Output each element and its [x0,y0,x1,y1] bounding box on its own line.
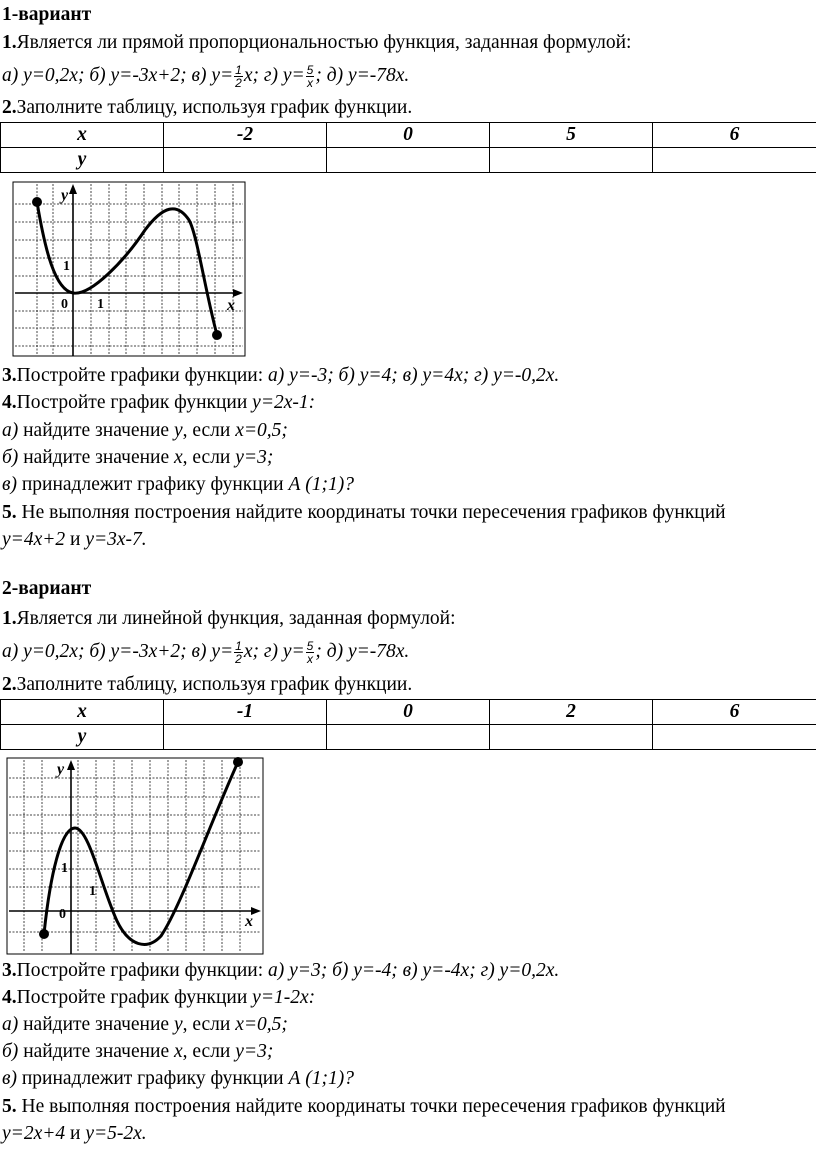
v2-task5-formulas [2,1123,147,1145]
v2-task4a-var: y [173,1014,183,1035]
v1-formulas-b: x; г) y= [243,64,305,86]
v1-x-label: x [227,297,235,314]
v1-task2-text: Заполните таблицу, используя график функции. [16,97,413,118]
v2-origin-label: 0 [59,907,66,922]
v1-graph-frame [13,182,245,356]
v2-table-cell: y [1,725,164,750]
v1-table-cell[interactable] [490,148,653,173]
v1-end-point [212,330,222,340]
v2-task4-num: 4. [2,987,17,1008]
v1-task4b [2,447,273,469]
v2-y-unit-label: 1 [61,861,68,876]
v1-table-row-x [1,123,816,148]
v2-frac-five-num: 5 [306,639,314,653]
v2-table-cell: 2 [490,700,653,725]
v1-task4a-var: y [173,420,183,441]
v1-table-row-y [1,148,816,173]
v2-task4b-label: б) [2,1041,19,1062]
v2-task4b [2,1041,273,1063]
v2-frac-half-num: 1 [235,639,242,653]
v2-table-cell[interactable] [164,725,327,750]
v2-table-cell: -1 [164,700,327,725]
v2-y-label: y [57,761,65,778]
v2-formulas-c: ; д) y=-78x. [315,640,410,662]
v1-frac-half-num: 1 [235,63,242,77]
v2-task4c-point: А (1;1)? [288,1068,354,1089]
v2-function-graph [5,756,267,956]
v1-task3-formula: а) y=-3; б) y=4; в) y=4x; г) y=-0,2x. [268,365,560,386]
v2-task2 [2,674,412,696]
v2-table-cell[interactable] [327,725,490,750]
v1-frac-five-den: x [307,76,314,90]
v2-table-row-x [1,700,816,725]
v1-task4-text: Постройте график функции [16,392,253,413]
v1-formulas-a: а) y=0,2x; б) y=-3x+2; в) y= [2,64,234,86]
v2-task3-formula: а) y=3; б) y=-4; в) y=-4x; г) y=0,2x. [268,960,560,981]
v2-task4-text: Постройте график функции [16,987,253,1008]
v2-task4 [2,987,315,1009]
v2-task3-num: 3. [2,960,17,981]
v1-table-cell: -2 [164,123,327,148]
v1-task4b-text1: найдите значение [18,447,174,468]
v2-fraction-five [306,640,315,665]
v1-task4a [2,420,288,442]
v1-table-cell: 6 [653,123,816,148]
v1-table-cell: 5 [490,123,653,148]
v2-task2-num: 2. [2,674,17,695]
v1-heading: 1-вариант [2,4,92,25]
v1-value-table [0,122,816,173]
v1-task4c-point: А (1;1)? [288,474,354,495]
v1-x-unit-label: 1 [97,297,104,312]
v1-task4c [2,474,354,496]
v1-table-cell[interactable] [327,148,490,173]
v1-task4a-label: а) [2,420,19,441]
v2-formulas [2,640,409,665]
v1-task4b-var: x [174,447,183,468]
v2-task4c-text1: принадлежит графику функции [16,1068,289,1089]
v1-task5-num: 5. [2,502,17,523]
v2-task1 [2,608,456,630]
v1-y-label: y [61,187,69,204]
v2-task4b-cond: y=3; [235,1041,274,1062]
v2-start-point [39,929,49,939]
v2-formulas-a: а) y=0,2x; б) y=-3x+2; в) y= [2,640,234,662]
v1-fraction-half [234,64,243,89]
v1-frac-five-num: 5 [306,63,314,77]
v1-task1 [2,32,631,54]
v1-task1-num: 1. [2,32,17,53]
v1-task5-f1: y=4x+2 [2,529,66,550]
v1-task5-f2: y=3x-7. [85,529,147,550]
v1-task1-text: Является ли прямой пропорциональностью функция, заданная формулой: [16,32,632,53]
v1-y-unit-label: 1 [63,259,70,274]
v2-table-cell: 6 [653,700,816,725]
v2-task5-and: и [65,1123,86,1144]
v2-task1-text: Является ли линейной функция, заданная формулой: [16,608,456,629]
v2-end-point [233,757,243,767]
v1-table-cell: x [1,123,164,148]
v1-formulas [2,64,409,89]
v1-task4 [2,392,315,414]
v2-task5-f2: y=5-2x. [85,1123,147,1144]
v2-x-label: x [245,913,253,930]
v1-table-cell[interactable] [653,148,816,173]
v1-task4a-cond: x=0,5; [235,420,288,441]
v2-frac-five-den: x [307,652,314,666]
v2-task4a-cond: x=0,5; [235,1014,288,1035]
v1-task5-text: Не выполняя построения найдите координаты точки пересечения графиков функций [16,502,726,523]
v2-table-row-y [1,725,816,750]
v1-frac-half-den: 2 [235,76,242,90]
v1-task4b-label: б) [2,447,19,468]
v1-origin-label: 0 [61,297,68,312]
v1-task5-formulas [2,529,147,551]
v2-task4c [2,1068,354,1090]
v2-task4b-text2: , если [182,1041,236,1062]
v2-task3 [2,960,559,982]
v2-fraction-half [234,640,243,665]
v2-table-cell[interactable] [653,725,816,750]
v1-task4-num: 4. [2,392,17,413]
v1-table-cell[interactable] [164,148,327,173]
v1-task5 [2,502,726,524]
v1-task5-and: и [65,529,86,550]
v2-task3-text: Постройте графики функции: [16,960,269,981]
v1-task4-formula: y=2x-1: [252,392,316,413]
v2-table-cell: 0 [327,700,490,725]
v1-table-cell: 0 [327,123,490,148]
v2-table-cell[interactable] [490,725,653,750]
v1-task3 [2,365,559,387]
v2-task1-num: 1. [2,608,17,629]
v1-task4c-label: в) [2,474,17,495]
v2-task4a [2,1014,288,1036]
v1-task4a-text2: , если [182,420,236,441]
v1-start-point [32,197,42,207]
v1-function-graph [5,180,250,360]
v1-task3-num: 3. [2,365,17,386]
v2-task4c-label: в) [2,1068,17,1089]
v2-task4-formula: y=1-2x: [252,987,316,1008]
v1-task4b-text2: , если [182,447,236,468]
v2-formulas-b: x; г) y= [243,640,305,662]
v2-task5 [2,1096,726,1118]
v1-task4b-cond: y=3; [235,447,274,468]
v2-task5-num: 5. [2,1096,17,1117]
v2-x-unit-label: 1 [89,884,96,899]
v1-fraction-five [306,64,315,89]
v2-frac-half-den: 2 [235,652,242,666]
v1-formulas-c: ; д) y=-78x. [315,64,410,86]
v1-task4a-text1: найдите значение [18,420,174,441]
v1-task3-text: Постройте графики функции: [16,365,269,386]
v2-task4b-var: x [174,1041,183,1062]
v2-task5-text: Не выполняя построения найдите координаты точки пересечения графиков функций [16,1096,726,1117]
v2-task4b-text1: найдите значение [18,1041,174,1062]
v2-task5-f1: y=2x+4 [2,1123,66,1144]
v1-table-cell: y [1,148,164,173]
v2-value-table [0,699,816,750]
v2-task4a-label: а) [2,1014,19,1035]
v1-task2 [2,97,412,119]
v2-task4a-text1: найдите значение [18,1014,174,1035]
v1-task2-num: 2. [2,97,17,118]
v2-task2-text: Заполните таблицу, используя график функции. [16,674,413,695]
v2-task4a-text2: , если [182,1014,236,1035]
v2-table-cell: x [1,700,164,725]
v1-task4c-text1: принадлежит графику функции [16,474,289,495]
v2-heading: 2-вариант [2,578,92,599]
